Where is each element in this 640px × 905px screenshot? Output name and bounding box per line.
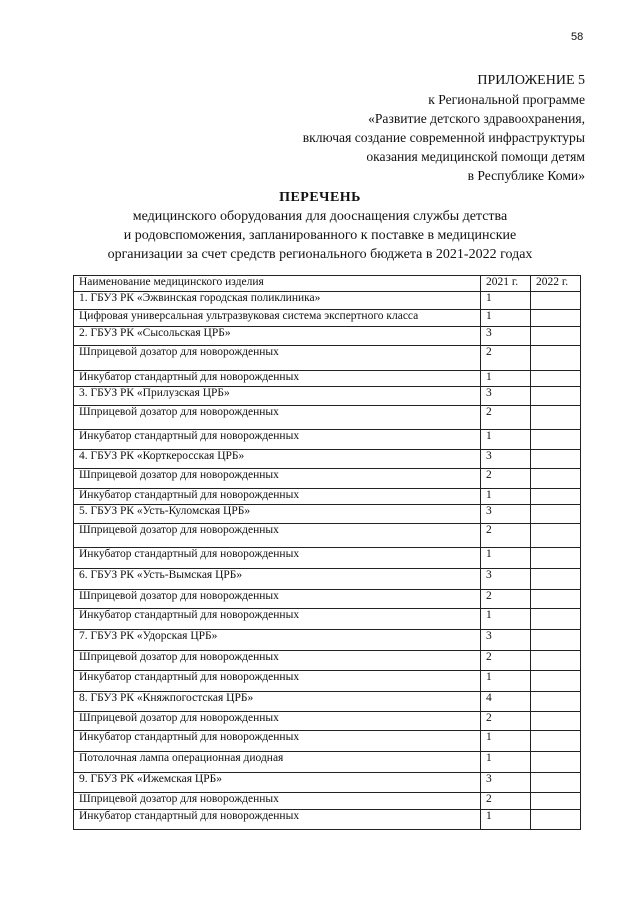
table-row [74,731,581,752]
table-row [74,489,581,505]
table-row [74,505,581,524]
cell-2021: 3 [481,569,531,590]
cell-2022 [531,524,581,548]
cell-name: Потолочная лампа операционная диодная [74,752,481,773]
cell-2022 [531,692,581,712]
cell-2021: 2 [481,524,531,548]
cell-2021: 3 [481,327,531,346]
cell-2021: 2 [481,793,531,810]
cell-2022 [531,609,581,630]
cell-2022 [531,489,581,505]
appendix-line: «Развитие детского здравоохранения, [368,111,585,126]
table-row [74,590,581,609]
cell-2021: 3 [481,505,531,524]
cell-2022 [531,327,581,346]
appendix-title: ПРИЛОЖЕНИЕ 5 [477,73,585,88]
cell-name: 8. ГБУЗ РК «Княжпогостская ЦРБ» [74,692,481,712]
cell-name: Шприцевой дозатор для новорожденных [74,793,481,810]
cell-2021: 2 [481,406,531,430]
document-subtitle-line: и родовспоможения, запланированного к поставке в медицинские [123,228,517,243]
cell-2022 [531,387,581,406]
cell-name: Инкубатор стандартный для новорожденных [74,489,481,505]
cell-2022 [531,651,581,671]
cell-2022 [531,406,581,430]
table-body [74,292,581,830]
document-title: ПЕРЕЧЕНЬ [279,190,361,205]
cell-2021: 2 [481,712,531,731]
cell-2022 [531,292,581,310]
cell-2021: 3 [481,773,531,793]
cell-2021: 2 [481,651,531,671]
cell-2021: 3 [481,387,531,406]
equipment-table [73,275,581,830]
cell-name: Шприцевой дозатор для новорожденных [74,406,481,430]
cell-2022 [531,731,581,752]
table-row [74,430,581,450]
header-2021: 2021 г. [481,276,531,292]
cell-2022 [531,310,581,327]
cell-2021: 1 [481,731,531,752]
cell-name: 4. ГБУЗ РК «Корткеросская ЦРБ» [74,450,481,469]
appendix-line: в Республике Коми» [467,168,585,183]
cell-name: Шприцевой дозатор для новорожденных [74,590,481,609]
table-row [74,752,581,773]
table-row [74,548,581,569]
header-name: Наименование медицинского изделия [74,276,481,292]
table-row [74,773,581,793]
table-row [74,569,581,590]
cell-name: 7. ГБУЗ РК «Удорская ЦРБ» [74,630,481,651]
table-row [74,524,581,548]
cell-name: Инкубатор стандартный для новорожденных [74,810,481,830]
cell-2021: 1 [481,310,531,327]
cell-2022 [531,671,581,692]
cell-2021: 1 [481,810,531,830]
cell-2021: 2 [481,346,531,371]
table-row [74,609,581,630]
cell-2021: 3 [481,630,531,651]
cell-name: Шприцевой дозатор для новорожденных [74,346,481,371]
table-row [74,469,581,489]
cell-name: 2. ГБУЗ РК «Сысольская ЦРБ» [74,327,481,346]
cell-2022 [531,810,581,830]
appendix-line: к Региональной программе [428,92,585,107]
cell-2022 [531,548,581,569]
appendix-block [303,71,585,185]
table-row [74,651,581,671]
cell-name: 9. ГБУЗ РК «Ижемская ЦРБ» [74,773,481,793]
cell-name: 5. ГБУЗ РК «Усть-Куломская ЦРБ» [74,505,481,524]
cell-2021: 1 [481,548,531,569]
cell-2021: 1 [481,430,531,450]
cell-name: Инкубатор стандартный для новорожденных [74,548,481,569]
table-header-row [74,276,581,292]
cell-2022 [531,469,581,489]
table-row [74,327,581,346]
cell-name: 1. ГБУЗ РК «Эжвинская городская поликлиника» [74,292,481,310]
cell-name: Шприцевой дозатор для новорожденных [74,712,481,731]
cell-name: 3. ГБУЗ РК «Прилузская ЦРБ» [74,387,481,406]
cell-name: Инкубатор стандартный для новорожденных [74,609,481,630]
cell-2022 [531,371,581,387]
cell-2022 [531,773,581,793]
cell-name: 6. ГБУЗ РК «Усть-Вымская ЦРБ» [74,569,481,590]
appendix-line: включая создание современной инфраструктуры [302,130,585,145]
cell-2022 [531,505,581,524]
cell-2021: 3 [481,450,531,469]
cell-2021: 1 [481,292,531,310]
table-row [74,793,581,810]
cell-2022 [531,752,581,773]
cell-2022 [531,450,581,469]
cell-name: Инкубатор стандартный для новорожденных [74,731,481,752]
page-number: 58 [571,31,584,43]
table-row [74,450,581,469]
table-row [74,371,581,387]
table-row [74,406,581,430]
document-subtitle-line: медицинского оборудования для дооснащения службы детства [132,209,508,224]
cell-2022 [531,590,581,609]
cell-2022 [531,793,581,810]
cell-name: Цифровая универсальная ультразвуковая система экспертного класса [74,310,481,327]
cell-2022 [531,346,581,371]
table-row [74,387,581,406]
cell-name: Инкубатор стандартный для новорожденных [74,371,481,387]
header-2022: 2022 г. [531,276,581,292]
appendix-line: оказания медицинской помощи детям [366,149,585,164]
table-row [74,292,581,310]
cell-2021: 2 [481,469,531,489]
document-subtitle-line: организации за счет средств регионального бюджета в 2021-2022 годах [107,247,533,262]
table-row [74,346,581,371]
cell-2021: 4 [481,692,531,712]
cell-2021: 1 [481,371,531,387]
cell-2021: 1 [481,752,531,773]
document-heading [0,189,640,264]
cell-2022 [531,430,581,450]
cell-2022 [531,630,581,651]
cell-2022 [531,712,581,731]
table-row [74,310,581,327]
table-row [74,692,581,712]
cell-name: Инкубатор стандартный для новорожденных [74,430,481,450]
table-row [74,671,581,692]
table-row [74,630,581,651]
cell-2021: 1 [481,609,531,630]
cell-2021: 1 [481,671,531,692]
cell-2021: 1 [481,489,531,505]
cell-2021: 2 [481,590,531,609]
table-row [74,810,581,830]
cell-name: Шприцевой дозатор для новорожденных [74,651,481,671]
cell-name: Шприцевой дозатор для новорожденных [74,469,481,489]
cell-2022 [531,569,581,590]
table-row [74,712,581,731]
cell-name: Инкубатор стандартный для новорожденных [74,671,481,692]
cell-name: Шприцевой дозатор для новорожденных [74,524,481,548]
